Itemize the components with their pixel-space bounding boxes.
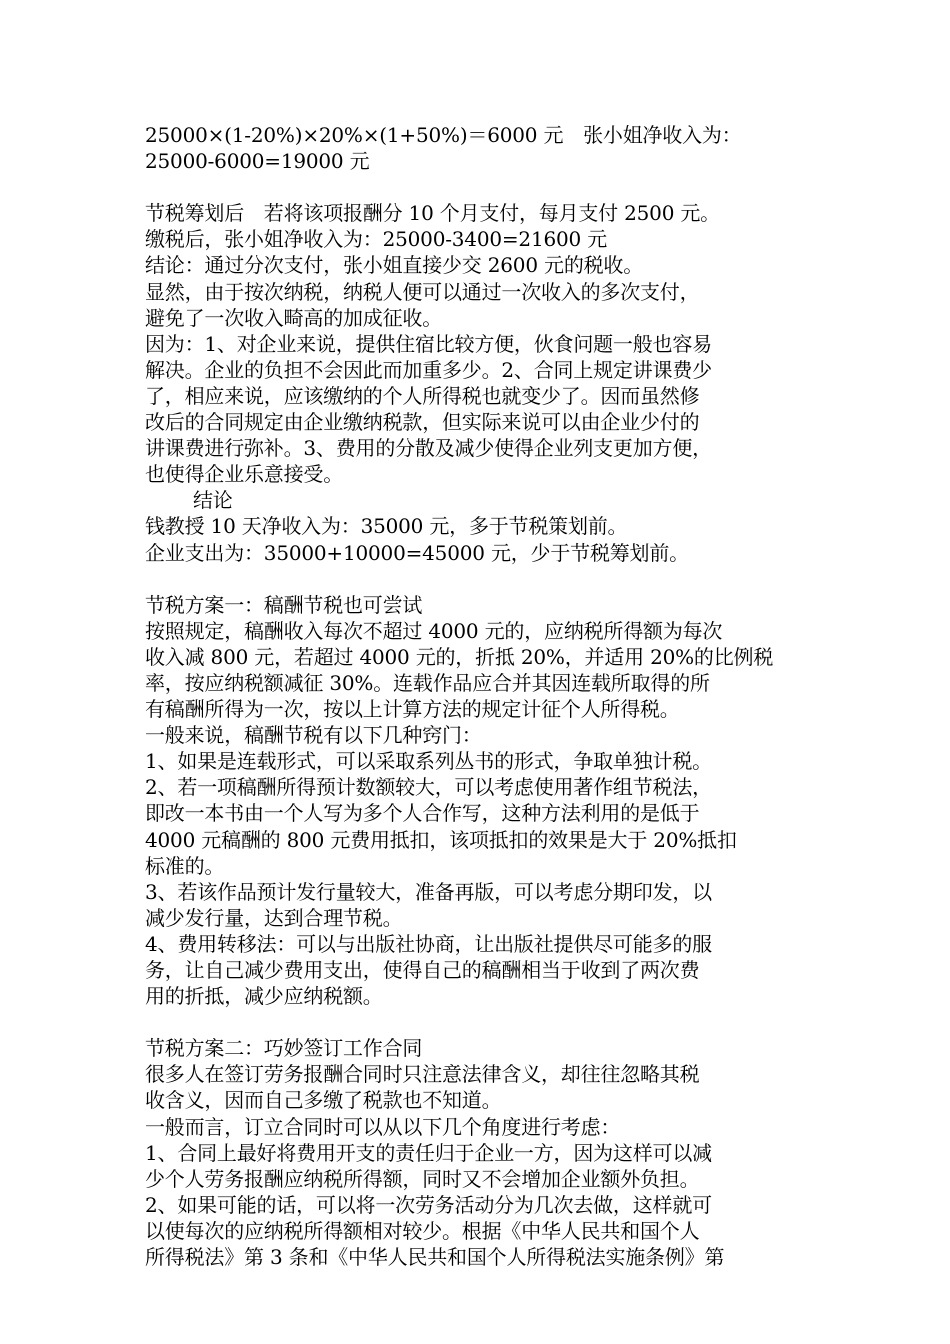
text-line: 25000×(1-20%)×20%×(1+50%)＝6000 元 张小姐净收入为： — [145, 123, 742, 147]
text-line: 一般而言，订立合同时可以从以下几个角度进行考虑： — [145, 1114, 621, 1139]
text-line: 因为：1、对企业来说，提供住宿比较方便，伙食问题一般也容易 — [145, 331, 712, 356]
text-line: 企业支出为：35000+10000=45000 元，少于节税筹划前。 — [145, 540, 689, 565]
text-line: 收含义，因而自己多缴了税款也不知道。 — [145, 1088, 502, 1113]
section-heading: 节税方案二：巧妙签订工作合同 — [145, 1036, 423, 1061]
text-line: 有稿酬所得为一次，按以上计算方法的规定计征个人所得税。 — [145, 697, 680, 722]
text-line: 避免了一次收入畸高的加成征收。 — [145, 305, 442, 330]
text-line: 了，相应来说，应该缴纳的个人所得税也就变少了。因而虽然修 — [145, 383, 700, 408]
text-line: 以使每次的应纳税所得额相对较少。根据《中华人民共和国个人 — [145, 1218, 700, 1243]
text-line: 钱教授 10 天净收入为：35000 元，多于节税策划前。 — [145, 514, 628, 539]
text-line: 2、若一项稿酬所得预计数额较大，可以考虑使用著作组节税法， — [145, 775, 712, 800]
text-line: 4、费用转移法：可以与出版社协商，让出版社提供尽可能多的服 — [145, 931, 712, 956]
text-line: 缴税后，张小姐净收入为：25000-3400=21600 元 — [145, 227, 608, 252]
text-line: 结论：通过分次支付，张小姐直接少交 2600 元的税收。 — [145, 253, 644, 278]
text-line: 1、合同上最好将费用开支的责任归于企业一方，因为这样可以减 — [145, 1140, 712, 1165]
blank-line — [145, 1009, 810, 1035]
text-line: 减少发行量，达到合理节税。 — [145, 905, 403, 930]
text-line: 少个人劳务报酬应纳税所得额，同时又不会增加企业额外负担。 — [145, 1166, 700, 1191]
text-line: 标准的。 — [145, 853, 225, 878]
text-line: 收入减 800 元，若超过 4000 元的，折抵 20%，并适用 20%的比例税 — [145, 644, 774, 669]
text-line: 2、如果可能的话，可以将一次劳务活动分为几次去做，这样就可 — [145, 1192, 712, 1217]
text-line: 节税筹划后 若将该项报酬分 10 个月支付，每月支付 2500 元。 — [145, 201, 720, 226]
text-line: 所得税法》第 3 条和《中华人民共和国个人所得税法实施条例》第 — [145, 1245, 725, 1270]
section-heading-conclusion: 结论 — [193, 488, 233, 513]
text-line: 显然，由于按次纳税，纳税人便可以通过一次收入的多次支付， — [145, 279, 700, 304]
text-line: 务，让自己减少费用支出，使得自己的稿酬相当于收到了两次费 — [145, 958, 700, 982]
text-line: 也使得企业乐意接受。 — [145, 462, 343, 487]
text-line: 即改一本书由一个人写为多个人合作写，这种方法利用的是低于 — [145, 801, 700, 826]
text-line: 1、如果是连载形式，可以采取系列丛书的形式，争取单独计税。 — [145, 749, 712, 774]
text-line: 3、若该作品预计发行量较大，准备再版，可以考虑分期印发，以 — [145, 879, 712, 904]
blank-line — [145, 174, 810, 200]
section-heading: 节税方案一：稿酬节税也可尝试 — [145, 592, 423, 617]
text-line: 按照规定，稿酬收入每次不超过 4000 元的，应纳税所得额为每次 — [145, 618, 723, 643]
text-line: 用的折抵，减少应纳税额。 — [145, 984, 383, 1009]
text-line: 很多人在签订劳务报酬合同时只注意法律含义，却往往忽略其税 — [145, 1062, 700, 1087]
text-line: 4000 元稿酬的 800 元费用抵扣，该项抵扣的效果是大于 20%抵扣 — [145, 827, 737, 852]
text-line: 讲课费进行弥补。3、费用的分散及减少使得企业列支更加方便， — [145, 436, 712, 461]
text-line: 25000-6000=19000 元 — [145, 149, 370, 174]
text-line: 改后的合同规定由企业缴纳税款，但实际来说可以由企业少付的 — [145, 410, 700, 435]
text-line: 率，按应纳税额减征 30%。连载作品应合并其因连载所取得的所 — [145, 670, 710, 695]
text-line: 解决。企业的负担不会因此而加重多少。2、合同上规定讲课费少 — [145, 357, 712, 382]
blank-line — [145, 566, 810, 592]
document-body — [145, 122, 810, 1270]
text-line: 一般来说，稿酬节税有以下几种窍门： — [145, 723, 482, 748]
